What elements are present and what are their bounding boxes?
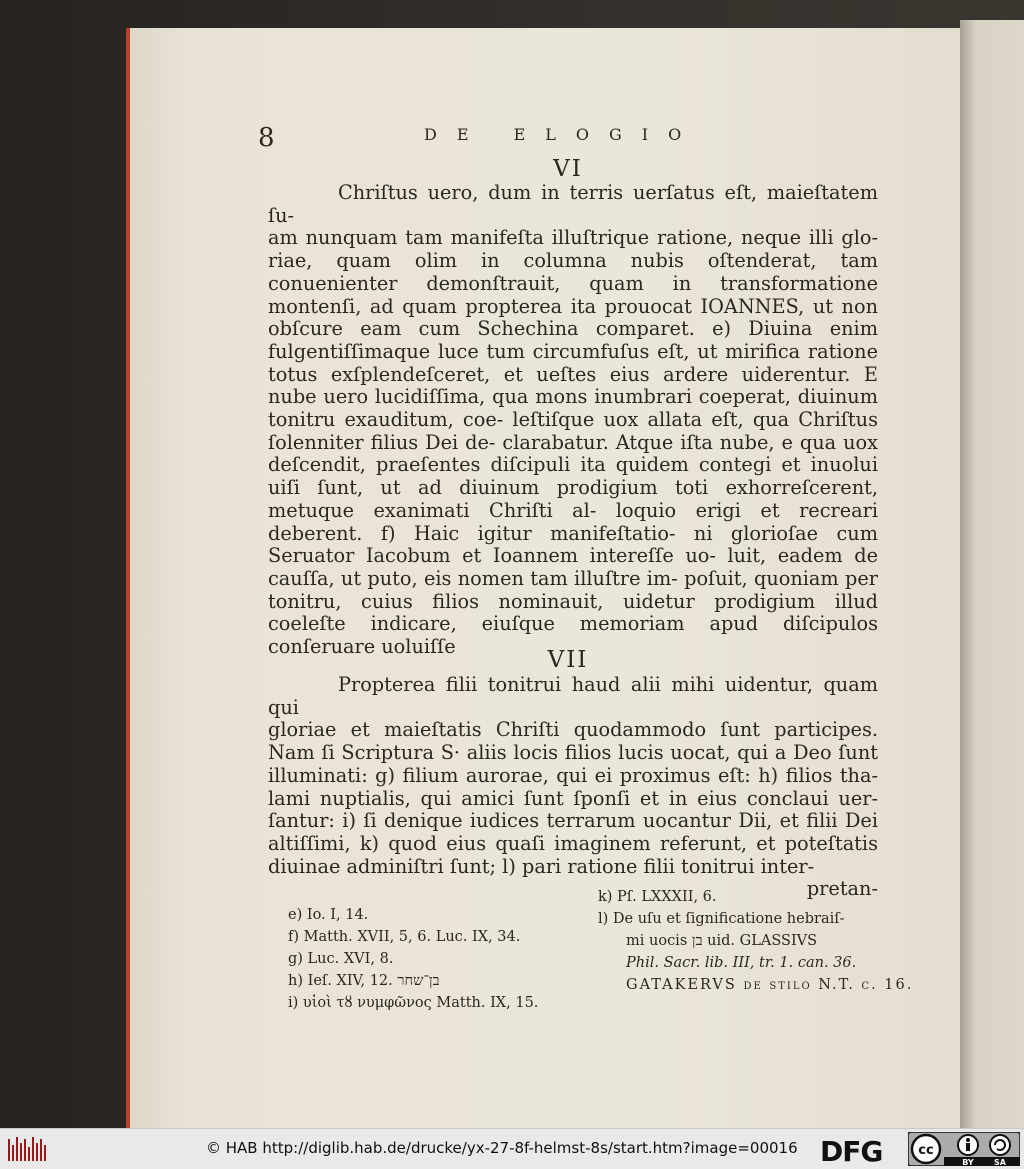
footnote: mi uocis בן uid. GLASSIVS [626, 933, 818, 949]
facing-page-edge [960, 20, 1024, 1128]
paragraph-line: diſcipulos conſeruare uoluiſſe [268, 612, 879, 659]
section-heading-vi: VI [553, 156, 583, 182]
paragraph-line: diuinae adminiſtri ſunt; l) pari ratione filii tonitrui inter- [268, 854, 815, 878]
footnote: GATAKERVS de ſtilo N.T. c. 16. [626, 977, 914, 993]
paragraph-line: Propterea filii tonitrui haud alii mihi uidentur, quam qui [268, 673, 878, 719]
paragraph-line: altiſſimi, k) quod eius quaſi imaginem referunt, et poteſtatis [268, 831, 878, 855]
library-logo-icon [8, 1137, 48, 1161]
paragraph-line: lami nuptialis, qui amici ſunt ſponſi et in eius conclaui uer- [268, 786, 878, 810]
cc-license-icon[interactable] [908, 1132, 1020, 1166]
copyright-link[interactable]: © HAB http://diglib.hab.de/drucke/yx-27-8f-helmst-8s/start.htm?image=00016 [206, 1139, 798, 1157]
paragraph-line: illuminati: g) filium aurorae, qui ei proximus eſt: h) filios tha- [268, 763, 878, 787]
footnote: h) Ieſ. XIV, 12. בן־שחר [288, 973, 440, 989]
footnote: g) Luc. XVI, 8. [288, 951, 394, 967]
footnote: e) Io. I, 14. [288, 907, 369, 923]
paragraph-line: Schechina comparet. e) Diuina enim fulgentiſſimaque luce [268, 317, 878, 363]
paragraph-line: clarabatur. Atque iſta nube, e qua uox deſcendit, praeſentes [268, 430, 878, 477]
paragraph-line: prodigium toti exhorreſcerent, metuque exanimati Chriſti al- [268, 476, 878, 522]
catchword: pretan- [806, 877, 878, 901]
paragraph-vii [268, 674, 878, 901]
paragraph-line: gloriae et maieſtatis Chriſti quodammodo ſunt participes. [268, 718, 878, 742]
paragraph-vi [268, 182, 878, 659]
footnotes-right [598, 886, 914, 996]
page-header [258, 115, 878, 153]
footnote: l) De uſu et ſignificatione hebraiſ- [598, 911, 845, 927]
paragraph-line: demonſtrauit, quam in transformatione montenſi, ad quam [268, 271, 878, 318]
paragraph-line: poſuit, quoniam per tonitru, cuius filios nominauit, uidetur [268, 566, 878, 613]
footnote: i) υἱοὶ τȣ νυμφῶνος Matth. IX, 15. [288, 995, 539, 1011]
footnote: f) Matth. XVII, 5, 6. Luc. IX, 34. [288, 929, 521, 945]
paragraph-line: et ueſtes eius ardere uiderentur. E nube uero lucidiſſima, qua [268, 362, 878, 409]
footnote: k) Pſ. LXXXII, 6. [598, 889, 717, 905]
paragraph-line: riae, quam olim in columna nubis oſtenderat, tam conuenienter [268, 249, 878, 295]
paragraph-line: mons inumbrari coeperat, diuinum tonitru exauditum, coe- [268, 385, 878, 432]
paragraph-line: Nam ſi Scriptura S· aliis locis filios lucis uocat, qui a Deo ſunt [268, 741, 878, 765]
paragraph-line: loquio erigi et recreari deberent. f) Haic igitur manifeſtatio- [268, 498, 879, 545]
viewer-footer [0, 1128, 1024, 1169]
license-label: SA [994, 1158, 1006, 1166]
page-number: 8 [258, 123, 275, 153]
paragraph-line: luit, eadem de cauſſa, ut puto, eis nomen tam illuſtre im- [268, 544, 878, 590]
svg-text:cc: cc [918, 1143, 934, 1158]
paragraph-line: prodigium illud coeleſte indicare, eiuſque memoriam apud [268, 589, 878, 636]
paragraph-line: propterea ita prouocat IOANNES, ut non obſcure eam cum [268, 294, 878, 341]
footnote: Phil. Sacr. lib. III, tr. 1. can. 36. [626, 955, 857, 971]
paragraph-line: tum circumfuſus eſt, ut mirifica ratione totus exſplendeſceret, [268, 339, 878, 386]
paragraph-line: leſtiſque uox allata eſt, qua Chriſtus ſolenniter filius Dei de- [268, 408, 878, 454]
license-label: BY [962, 1158, 974, 1166]
paragraph-line: am nunquam tam manifeſta illuſtrique ratione, neque illi glo- [268, 226, 878, 250]
running-head: DE ELOGIO [424, 125, 702, 144]
paragraph-line: ni glorioſae cum Seruator Iacobum et Ioannem intereſſe uo- [268, 521, 878, 568]
dfg-logo[interactable]: DFG [820, 1135, 883, 1168]
paragraph-line: Chriſtus uero, dum in terris uerſatus eſt, maieſtatem ſu- [268, 181, 878, 227]
paragraph-line: ſantur: i) ſi denique iudices terrarum uocantur Dii, et filii Dei [268, 809, 878, 833]
section-heading-vii: VII [547, 647, 589, 673]
paragraph-line: diſcipuli ita quidem contegi et inuolui uiſi ſunt, ut ad diuinum [268, 453, 878, 500]
footnotes-left [288, 886, 588, 1014]
red-page-edge [126, 28, 130, 1128]
